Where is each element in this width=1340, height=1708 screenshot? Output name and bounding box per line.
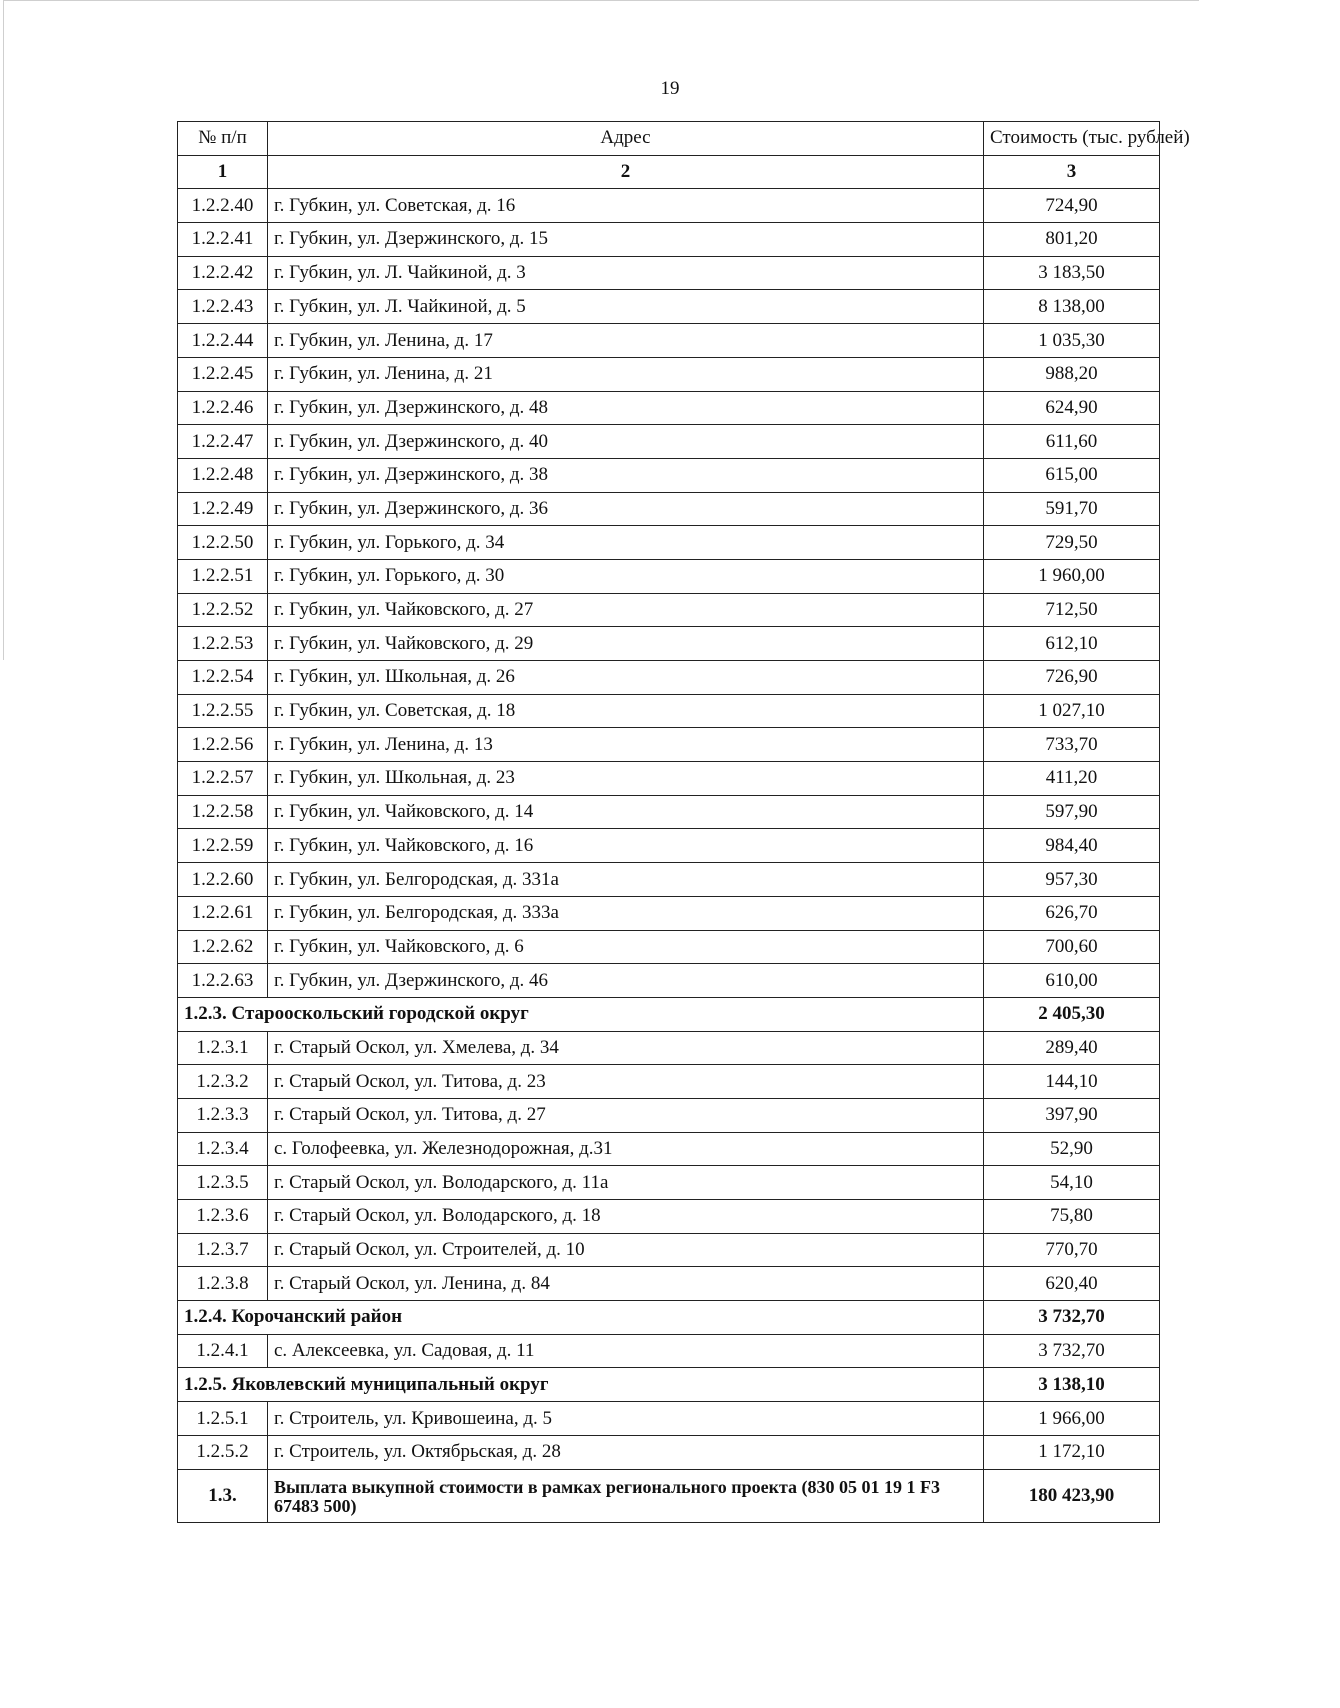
row-cost: 1 172,10 <box>984 1435 1160 1469</box>
header-num: № п/п <box>178 122 268 156</box>
row-number: 1.2.2.40 <box>178 189 268 223</box>
row-cost: 1 035,30 <box>984 324 1160 358</box>
row-cost: 611,60 <box>984 425 1160 459</box>
row-cost: 620,40 <box>984 1267 1160 1301</box>
row-cost: 712,50 <box>984 593 1160 627</box>
table-row <box>178 762 1160 796</box>
row-cost: 52,90 <box>984 1132 1160 1166</box>
table-row <box>178 1031 1160 1065</box>
row-address: г. Губкин, ул. Дзержинского, д. 40 <box>268 425 984 459</box>
row-number: 1.2.2.53 <box>178 627 268 661</box>
row-number: 1.3. <box>178 1469 268 1522</box>
row-cost: 724,90 <box>984 189 1160 223</box>
row-number: 1.2.2.54 <box>178 661 268 695</box>
row-address: г. Строитель, ул. Октябрьская, д. 28 <box>268 1435 984 1469</box>
row-address: г. Губкин, ул. Чайковского, д. 16 <box>268 829 984 863</box>
row-number: 1.2.2.42 <box>178 256 268 290</box>
row-number: 1.2.2.41 <box>178 223 268 257</box>
row-number: 1.2.2.43 <box>178 290 268 324</box>
table-row <box>178 357 1160 391</box>
table-row <box>178 1166 1160 1200</box>
column-index: 3 <box>984 155 1160 189</box>
row-number: 1.2.2.46 <box>178 391 268 425</box>
row-address: г. Губкин, ул. Ленина, д. 13 <box>268 728 984 762</box>
row-cost: 733,70 <box>984 728 1160 762</box>
row-address: г. Губкин, ул. Советская, д. 16 <box>268 189 984 223</box>
row-address: с. Алексеевка, ул. Садовая, д. 11 <box>268 1334 984 1368</box>
table-row <box>178 1233 1160 1267</box>
row-number: 1.2.3.7 <box>178 1233 268 1267</box>
row-number: 1.2.3.1 <box>178 1031 268 1065</box>
row-address: г. Губкин, ул. Дзержинского, д. 38 <box>268 458 984 492</box>
section-cost: 2 405,30 <box>984 997 1160 1031</box>
row-cost: 988,20 <box>984 357 1160 391</box>
row-number: 1.2.2.44 <box>178 324 268 358</box>
cost-table <box>177 121 1190 1523</box>
row-number: 1.2.2.58 <box>178 795 268 829</box>
row-number: 1.2.2.47 <box>178 425 268 459</box>
table-row <box>178 829 1160 863</box>
row-address: г. Губкин, ул. Дзержинского, д. 46 <box>268 964 984 998</box>
row-cost: 1 027,10 <box>984 694 1160 728</box>
page-number: 19 <box>660 78 680 99</box>
row-number: 1.2.3.8 <box>178 1267 268 1301</box>
row-number: 1.2.3.6 <box>178 1200 268 1234</box>
row-address: г. Губкин, ул. Ленина, д. 17 <box>268 324 984 358</box>
table-row <box>178 256 1160 290</box>
row-number: 1.2.2.62 <box>178 930 268 964</box>
row-address: г. Губкин, ул. Дзержинского, д. 36 <box>268 492 984 526</box>
row-number: 1.2.2.55 <box>178 694 268 728</box>
scan-top-edge <box>3 0 1199 1</box>
row-cost: 610,00 <box>984 964 1160 998</box>
row-number: 1.2.2.59 <box>178 829 268 863</box>
row-number: 1.2.2.56 <box>178 728 268 762</box>
table-header-row <box>178 122 1160 156</box>
row-number: 1.2.2.48 <box>178 458 268 492</box>
row-number: 1.2.3.3 <box>178 1098 268 1132</box>
table-body <box>178 189 1160 1522</box>
row-address: г. Губкин, ул. Школьная, д. 23 <box>268 762 984 796</box>
row-address: г. Губкин, ул. Белгородская, д. 331а <box>268 863 984 897</box>
row-address: г. Губкин, ул. Л. Чайкиной, д. 3 <box>268 256 984 290</box>
row-number: 1.2.2.50 <box>178 526 268 560</box>
table-row <box>178 1334 1160 1368</box>
table-row <box>178 425 1160 459</box>
row-cost: 591,70 <box>984 492 1160 526</box>
row-cost: 729,50 <box>984 526 1160 560</box>
row-cost: 397,90 <box>984 1098 1160 1132</box>
table-row <box>178 324 1160 358</box>
row-cost: 615,00 <box>984 458 1160 492</box>
row-number: 1.2.5.2 <box>178 1435 268 1469</box>
table-row <box>178 930 1160 964</box>
table-row <box>178 795 1160 829</box>
row-cost: 8 138,00 <box>984 290 1160 324</box>
table-row <box>178 964 1160 998</box>
row-address: г. Губкин, ул. Л. Чайкиной, д. 5 <box>268 290 984 324</box>
row-number: 1.2.5.1 <box>178 1402 268 1436</box>
row-number: 1.2.3.5 <box>178 1166 268 1200</box>
table-row <box>178 1200 1160 1234</box>
row-cost: 984,40 <box>984 829 1160 863</box>
row-number: 1.2.2.52 <box>178 593 268 627</box>
row-address: г. Губкин, ул. Школьная, д. 26 <box>268 661 984 695</box>
row-address: г. Губкин, ул. Горького, д. 34 <box>268 526 984 560</box>
row-number: 1.2.3.2 <box>178 1065 268 1099</box>
row-cost: 3 183,50 <box>984 256 1160 290</box>
row-cost: 54,10 <box>984 1166 1160 1200</box>
table-row <box>178 593 1160 627</box>
row-address: г. Старый Оскол, ул. Володарского, д. 18 <box>268 1200 984 1234</box>
row-address: г. Старый Оскол, ул. Титова, д. 23 <box>268 1065 984 1099</box>
table-row <box>178 1267 1160 1301</box>
row-address: г. Губкин, ул. Горького, д. 30 <box>268 559 984 593</box>
table-row <box>178 896 1160 930</box>
table-row <box>178 694 1160 728</box>
table-row <box>178 1132 1160 1166</box>
row-address: г. Губкин, ул. Чайковского, д. 14 <box>268 795 984 829</box>
row-cost: 624,90 <box>984 391 1160 425</box>
section-row <box>178 1368 1160 1402</box>
section-title: 1.2.4. Корочанский район <box>178 1301 984 1335</box>
row-cost: 597,90 <box>984 795 1160 829</box>
row-cost: 1 966,00 <box>984 1402 1160 1436</box>
section-title: 1.2.5. Яковлевский муниципальный округ <box>178 1368 984 1402</box>
row-cost: 3 732,70 <box>984 1334 1160 1368</box>
row-cost: 75,80 <box>984 1200 1160 1234</box>
table-row <box>178 661 1160 695</box>
section-title: 1.2.3. Старооскольский городской округ <box>178 997 984 1031</box>
column-index: 1 <box>178 155 268 189</box>
table-row <box>178 1402 1160 1436</box>
table-row <box>178 559 1160 593</box>
row-cost: 1 960,00 <box>984 559 1160 593</box>
row-cost: 411,20 <box>984 762 1160 796</box>
row-address: г. Губкин, ул. Советская, д. 18 <box>268 694 984 728</box>
row-address: г. Строитель, ул. Кривошеина, д. 5 <box>268 1402 984 1436</box>
row-address: г. Старый Оскол, ул. Строителей, д. 10 <box>268 1233 984 1267</box>
row-cost: 612,10 <box>984 627 1160 661</box>
table-row <box>178 1065 1160 1099</box>
table-row <box>178 526 1160 560</box>
header-address: Адрес <box>268 122 984 156</box>
table-row <box>178 391 1160 425</box>
row-cost: 726,90 <box>984 661 1160 695</box>
row-number: 1.2.2.57 <box>178 762 268 796</box>
row-cost: 180 423,90 <box>984 1469 1160 1522</box>
row-cost: 770,70 <box>984 1233 1160 1267</box>
row-address: г. Старый Оскол, ул. Титова, д. 27 <box>268 1098 984 1132</box>
row-address: г. Губкин, ул. Ленина, д. 21 <box>268 357 984 391</box>
row-address: г. Губкин, ул. Дзержинского, д. 15 <box>268 223 984 257</box>
row-address: г. Старый Оскол, ул. Хмелева, д. 34 <box>268 1031 984 1065</box>
table-row <box>178 728 1160 762</box>
table-row <box>178 627 1160 661</box>
row-address: г. Старый Оскол, ул. Ленина, д. 84 <box>268 1267 984 1301</box>
column-index: 2 <box>268 155 984 189</box>
total-row <box>178 1469 1160 1522</box>
row-cost: 801,20 <box>984 223 1160 257</box>
section-row <box>178 997 1160 1031</box>
row-number: 1.2.2.61 <box>178 896 268 930</box>
row-number: 1.2.2.49 <box>178 492 268 526</box>
table-row <box>178 492 1160 526</box>
table-row <box>178 290 1160 324</box>
section-cost: 3 138,10 <box>984 1368 1160 1402</box>
row-number: 1.2.2.51 <box>178 559 268 593</box>
table-row <box>178 223 1160 257</box>
column-index-row <box>178 155 1160 189</box>
row-cost: 700,60 <box>984 930 1160 964</box>
row-number: 1.2.2.63 <box>178 964 268 998</box>
row-cost: 289,40 <box>984 1031 1160 1065</box>
row-cost: 626,70 <box>984 896 1160 930</box>
row-address: с. Голофеевка, ул. Железнодорожная, д.31 <box>268 1132 984 1166</box>
table-row <box>178 1435 1160 1469</box>
table-row <box>178 458 1160 492</box>
row-cost: 957,30 <box>984 863 1160 897</box>
row-address: г. Губкин, ул. Чайковского, д. 6 <box>268 930 984 964</box>
row-address: Выплата выкупной стоимости в рамках регионального проекта (830 05 01 19 1 F3 67483 500) <box>268 1469 984 1522</box>
row-number: 1.2.2.60 <box>178 863 268 897</box>
row-number: 1.2.2.45 <box>178 357 268 391</box>
row-address: г. Губкин, ул. Чайковского, д. 29 <box>268 627 984 661</box>
row-address: г. Губкин, ул. Белгородская, д. 333а <box>268 896 984 930</box>
header-cost: Стоимость (тыс. рублей) <box>984 122 1160 156</box>
row-number: 1.2.4.1 <box>178 1334 268 1368</box>
table-row <box>178 1098 1160 1132</box>
table-row <box>178 189 1160 223</box>
row-cost: 144,10 <box>984 1065 1160 1099</box>
row-number: 1.2.3.4 <box>178 1132 268 1166</box>
row-address: г. Губкин, ул. Дзержинского, д. 48 <box>268 391 984 425</box>
section-row <box>178 1301 1160 1335</box>
table-row <box>178 863 1160 897</box>
row-address: г. Старый Оскол, ул. Володарского, д. 11а <box>268 1166 984 1200</box>
section-cost: 3 732,70 <box>984 1301 1160 1335</box>
row-address: г. Губкин, ул. Чайковского, д. 27 <box>268 593 984 627</box>
